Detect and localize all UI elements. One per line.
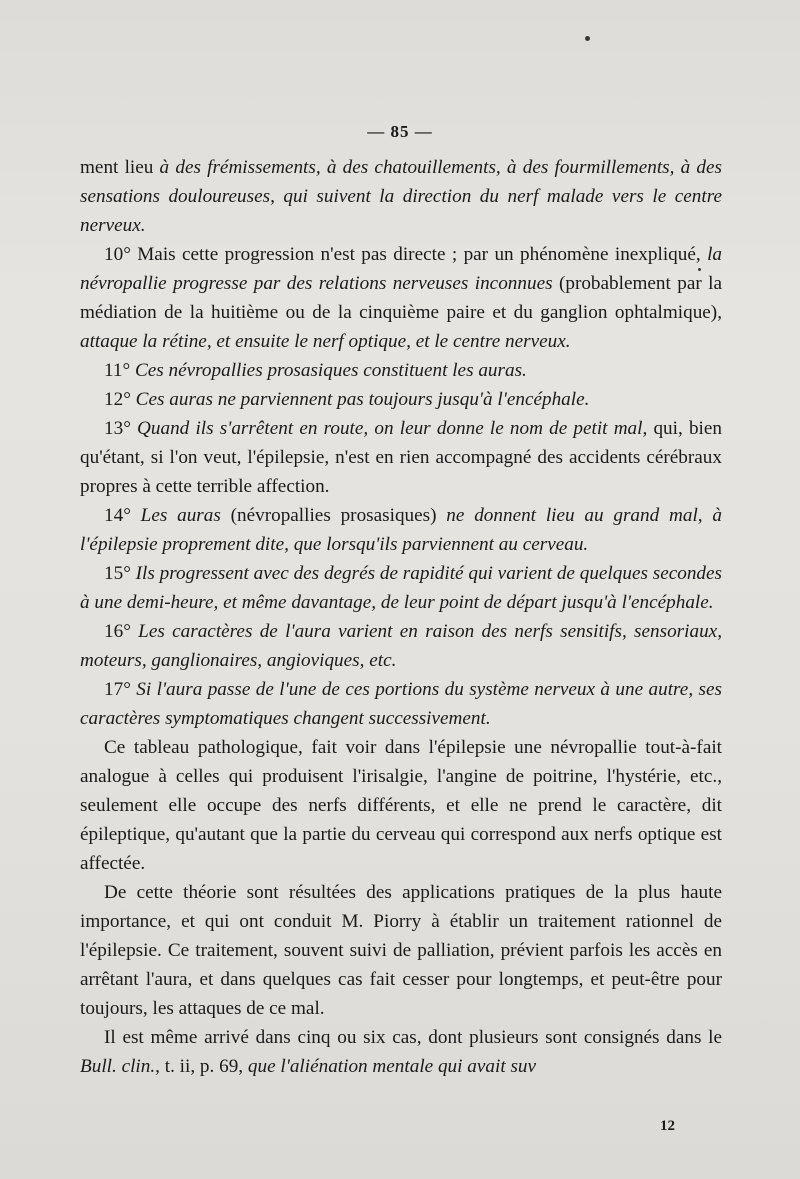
signature-mark: 12 bbox=[660, 1118, 675, 1134]
italic-text: Ces névropallies prosasiques constituent les auras. bbox=[134, 360, 527, 381]
text-run: ment lieu bbox=[80, 157, 160, 178]
italic-text: la névropallie progresse par des relations nerveuses inconnues bbox=[80, 244, 722, 294]
paragraph bbox=[80, 878, 722, 1023]
text-run: Ce tableau pathologique, fait voir dans l'épilepsie une névropallie tout-à-fait analogue à celles qui produisent l'irisalgie, l'angine de poitrine, l'hystérie, etc., seulement elle occupe des nerfs différents, et elle ne prend le caractère, dit épileptique, qu'autant que la partie du cerveau qui correspond aux nerfs optique est affectée. bbox=[80, 737, 722, 874]
text-run: (probablement par la médiation de la huitième ou de la cinquième paire et du ganglion ophtalmique), bbox=[80, 273, 723, 323]
text-run: De cette théorie sont résultées des applications pratiques de la plus haute importance, et qui ont conduit M. Piorry à établir un traitement rationnel de l'épilepsie. Ce traitement, souvent suivi de palliation, prévient parfois les accès en arrêtant l'aura, et dans quelques cas fait cesser pour longtemps, et peut-être pour toujours, les attaques de ce mal. bbox=[80, 882, 722, 1019]
text-run: 15° bbox=[104, 563, 136, 584]
text-run: 10° Mais cette progression n'est pas directe ; par un phénomène inexpliqué, bbox=[104, 244, 708, 265]
italic-text: ne donnent lieu au grand mal, à l'épilepsie proprement dite, que lorsqu'ils parviennent au cerveau. bbox=[80, 505, 722, 555]
italic-text: attaque la rétine, et ensuite le nerf optique, et le centre nerveux. bbox=[80, 331, 571, 352]
paragraph bbox=[80, 153, 722, 240]
text-run: qui, bien qu'étant, si l'on veut, l'épilepsie, n'est en rien accompagné des accidents cérébraux propres à cette terrible affection. bbox=[80, 418, 722, 497]
text-run: 11° bbox=[104, 360, 135, 381]
paragraph bbox=[80, 559, 722, 617]
paragraph bbox=[80, 675, 722, 733]
text-run: 12° bbox=[104, 389, 136, 410]
paragraph bbox=[80, 733, 722, 878]
italic-text: Ces auras ne parviennent pas toujours jusqu'à l'encéphale. bbox=[135, 389, 590, 410]
ink-spot bbox=[585, 36, 590, 41]
paragraph bbox=[80, 356, 722, 385]
text-run: Il est même arrivé dans cinq ou six cas, dont plusieurs sont consignés dans le bbox=[104, 1027, 722, 1048]
paragraph bbox=[80, 385, 722, 414]
italic-text: Quand ils s'arrêtent en route, on leur donne le nom de petit mal, bbox=[137, 418, 648, 439]
text-run: 13° bbox=[104, 418, 138, 439]
italic-text: Si l'aura passe de l'une de ces portions du système nerveux à une autre, ses caractères symptomatiques changent successivement. bbox=[80, 679, 722, 729]
paragraph bbox=[80, 414, 722, 501]
page-number: — 85 — bbox=[367, 122, 433, 141]
text-run: (névropallies prosasiques) bbox=[220, 505, 447, 526]
paragraph bbox=[80, 617, 722, 675]
italic-text: Ils progressent avec des degrés de rapidité qui varient de quelques secondes à une demi-heure, et même davantage, de leur point de départ jusqu'à l'encéphale. bbox=[80, 563, 722, 613]
paragraph bbox=[80, 501, 722, 559]
paragraph bbox=[80, 240, 722, 356]
italic-text: Les caractères de l'aura varient en raison des nerfs sensitifs, sensoriaux, moteurs, ganglionaires, angioviques, etc. bbox=[80, 621, 722, 671]
text-run: 16° bbox=[104, 621, 139, 642]
italic-text: Les auras bbox=[140, 505, 221, 526]
paragraph bbox=[80, 1023, 722, 1081]
italic-text: que l'aliénation mentale qui avait suv bbox=[247, 1056, 537, 1077]
text-run: , t. ii, p. 69, bbox=[155, 1056, 248, 1077]
italic-text: à des frémissements, à des chatouillements, à des fourmillements, à des sensations douloureuses, qui suivent la direction du nerf malade vers le centre nerveux. bbox=[80, 157, 722, 236]
italic-text: Bull. clin. bbox=[80, 1056, 156, 1077]
text-run: 14° bbox=[104, 505, 141, 526]
body-text bbox=[80, 153, 722, 1081]
text-run: 17° bbox=[104, 679, 137, 700]
